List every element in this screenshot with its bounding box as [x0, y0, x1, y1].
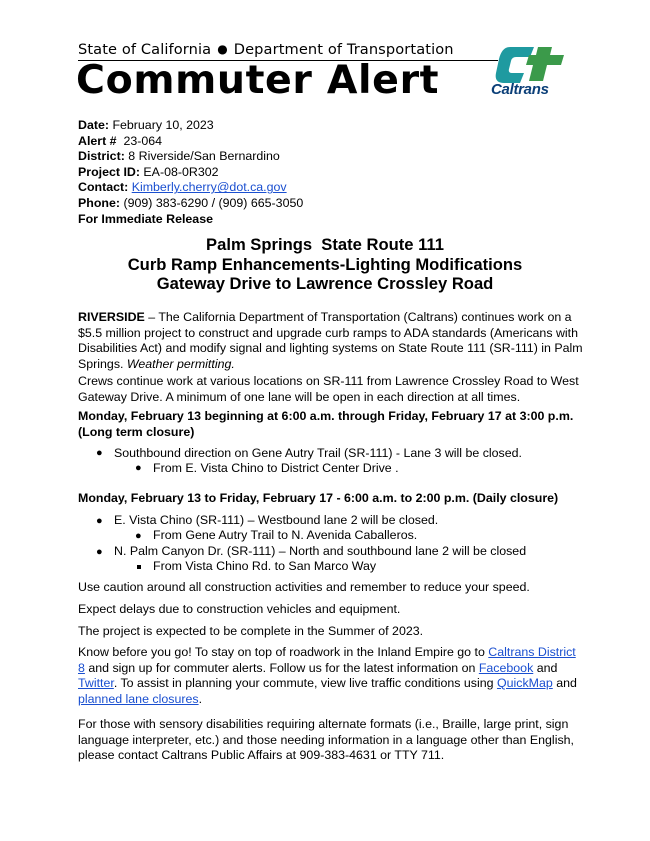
headline-line-1: Palm Springs State Route 111 [206, 235, 444, 254]
list-item: E. Vista Chino (SR-111) – Westbound lane 2 will be closed. [114, 513, 439, 527]
list-item: From Vista Chino Rd. to San Marco Way [153, 559, 377, 573]
date-value: February 10, 2023 [112, 118, 214, 132]
caltrans-wordmark: Caltrans [491, 81, 549, 98]
caution-paragraph: Use caution around all construction activities and remember to reduce your speed. [78, 580, 530, 594]
bullet-icon: ● [135, 462, 142, 474]
alert-number: 23-064 [123, 133, 163, 148]
know-before-you-go-paragraph: Know before you go! To stay on top of roadwork in the Inland Empire go to Caltrans District 8 and sign up for commuter alerts. Follow us for the latest information on Facebook and Twitter. To assist in planning your commute, view live traffic conditions using QuickMap and planned lane closures. [78, 645, 577, 706]
headline [0, 235, 650, 294]
accessibility-paragraph: For those with sensory disabilities requiring alternate formats (i.e., Braille, large print, sign language interpreter, etc.) and those needing information in a language other than English, please contact Caltrans Public Affairs at 909-383-4631 or TTY 711. [78, 717, 574, 763]
bullet-icon: ● [96, 447, 103, 459]
daily-closure-heading: Monday, February 13 to Friday, February 17 - 6:00 a.m. to 2:00 p.m. (Daily closure) [78, 491, 559, 505]
crews-paragraph: Crews continue work at various locations on SR-111 from Lawrence Crossley Road to West Gateway Drive. A minimum of one lane will be open in each direction at all times. [78, 374, 579, 404]
headline-line-3: Gateway Drive to Lawrence Crossley Road [156, 274, 494, 293]
completion-paragraph: The project is expected to be complete in the Summer of 2023. [78, 624, 424, 638]
agency-line [78, 41, 454, 58]
planned-lane-closures-link[interactable]: planned lane closures [78, 691, 199, 706]
list-item: From Gene Autry Trail to N. Avenida Caballeros. [153, 528, 418, 542]
bullet-icon: ● [96, 515, 103, 527]
district-value: 8 Riverside/San Bernardino [128, 149, 280, 164]
long-term-closure-heading: Monday, February 13 beginning at 6:00 a.m. through Friday, February 17 at 3:00 p.m. (Long term closure) [78, 409, 574, 439]
delays-paragraph: Expect delays due to construction vehicles and equipment. [78, 602, 401, 616]
square-bullet-icon [137, 565, 141, 569]
list-item: N. Palm Canyon Dr. (SR-111) – North and southbound lane 2 will be closed [114, 544, 527, 558]
phone-value: (909) 383-6290 / (909) 665-3050 [123, 195, 304, 210]
project-id: EA-08-0R302 [143, 164, 219, 179]
bullet-separator: ● [217, 42, 228, 56]
release-label: For Immediate Release [78, 212, 213, 226]
caltrans-district-8-link[interactable]: Caltrans District 8 [78, 645, 576, 675]
alert-details: Date: February 10, 2023 Alert # 23-064 District: 8 Riverside/San Bernardino Project ID: EA-08-0R302 Contact: Kimberly.cherry@dot.ca.gov Phone: (909) 383-6290 / (909) 665-3050 [78, 118, 304, 210]
intro-paragraph: RIVERSIDE – The California Department of Transportation (Caltrans) continues work on a $5.5 million project to construct and upgrade curb ramps to ADA standards (Americans with Disabilities Act) and modify signal and lighting systems on State Route 111 (SR-111) in Palm Springs. Weather permitting. [78, 310, 583, 371]
list-item: Southbound direction on Gene Autry Trail (SR-111) - Lane 3 will be closed. [114, 446, 522, 460]
page-title: Commuter Alert [76, 57, 440, 103]
twitter-link[interactable]: Twitter [78, 676, 114, 691]
list-item: From E. Vista Chino to District Center Drive . [153, 461, 399, 475]
facebook-link[interactable]: Facebook [478, 660, 534, 675]
quickmap-link[interactable]: QuickMap [496, 676, 553, 691]
bullet-icon: ● [135, 530, 142, 542]
agency-state: State of California [78, 41, 212, 58]
contact-email-link[interactable]: Kimberly.cherry@dot.ca.gov [131, 180, 287, 195]
agency-department: Department of Transportation [233, 41, 454, 58]
bullet-icon: ● [96, 546, 103, 558]
headline-line-2: Curb Ramp Enhancements-Lighting Modifications [127, 254, 523, 274]
